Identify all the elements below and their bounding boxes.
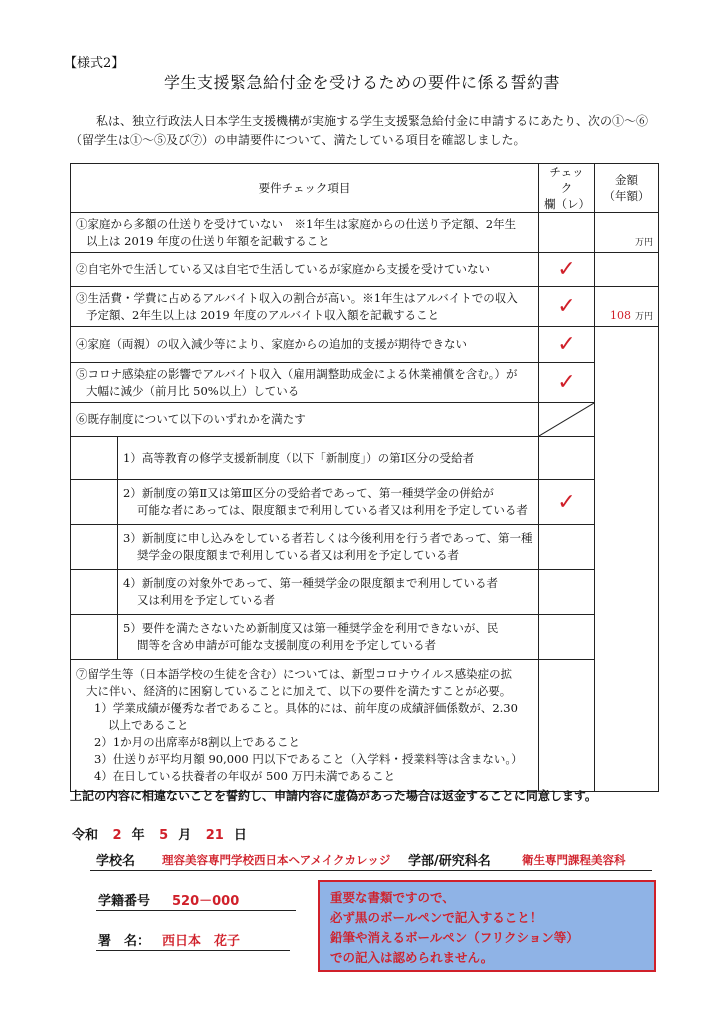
school-field <box>90 848 652 871</box>
requirement-7-req-3: 3）仕送りが平均月額 90,000 円以下であること（入学料・授業料等は含まない。） <box>94 752 523 766</box>
date-line <box>72 824 247 843</box>
check-cell-7[interactable] <box>539 660 595 792</box>
notice-line-2: 必ず黒のボールペンで記入すること！ <box>330 910 543 925</box>
sub-requirement-1-text: 1）高等教育の修学支援新制度（以下「新制度」）の第Ⅰ区分の受給者 <box>117 437 538 479</box>
sub-requirement-4-line-1: 4）新制度の対象外であって、第一種奨学金の限度額まで利用している者 <box>123 576 498 590</box>
check-cell-6-1[interactable] <box>539 437 595 480</box>
requirement-1-line-1: ①家庭から多額の仕送りを受けていない ※1年生は家庭からの仕送り予定額、2年生 <box>76 216 517 231</box>
requirement-7-req-1: 1）学業成績が優秀な者であること。具体的には、前年度の成績評価係数が、2.30 <box>94 701 518 715</box>
department-value[interactable]: 衛生専門課程美容科 <box>522 853 626 867</box>
form-label: 【様式2】 <box>64 56 125 71</box>
sub-requirement-2-line-2: 可能な者にあっては、限度額まで利用している者又は利用を予定している者 <box>137 503 528 517</box>
amount-cell-2 <box>595 253 659 287</box>
requirement-3 <box>71 287 539 327</box>
requirement-5-line-2: 大幅に減少（前月比 50%以上）している <box>86 383 300 398</box>
notice-box <box>318 880 656 972</box>
signature-field <box>96 928 290 951</box>
sub-requirement-4-line-2: 又は利用を予定している者 <box>137 593 275 607</box>
date-month-unit: 月 <box>178 828 192 843</box>
header-amount <box>595 164 659 213</box>
notice-line-3: 鉛筆や消えるボールペン（フリクション等） <box>330 930 579 945</box>
table-row <box>71 615 659 660</box>
sub-requirement-3-line-1: 3）新制度に申し込みをしている者若しくは今後利用を行う者であって、第一種 <box>123 531 533 545</box>
check-mark-6-2[interactable]: ✓ <box>539 480 595 525</box>
intro-line-2: （留学生は①～⑤及び⑦）の申請要件について、満たしている項目を確認しました。 <box>70 133 526 147</box>
sub-requirement-3-line-2: 奨学金の限度額まで利用している者又は利用を予定している者 <box>137 548 459 562</box>
student-id-field <box>96 888 296 911</box>
student-id-label: 学籍番号 <box>98 894 151 909</box>
sub-requirement-2-line-1: 2）新制度の第Ⅱ又は第Ⅲ区分の受給者であって、第一種奨学金の併給が <box>123 486 494 500</box>
requirement-6: ⑥既存制度について以下のいずれかを満たす <box>71 403 539 437</box>
table-row <box>71 403 659 437</box>
signature-label: 署 名： <box>98 934 151 949</box>
check-mark-5[interactable]: ✓ <box>539 363 595 403</box>
amount-unit-3: 万円 <box>634 312 653 322</box>
header-amount-line-1: 金額 <box>615 173 638 187</box>
amount-unit-1: 万円 <box>634 238 653 248</box>
notice-line-1: 重要な書類ですので、 <box>330 890 455 905</box>
page-title: 学生支援緊急給付金を受けるための要件に係る誓約書 <box>163 73 560 92</box>
table-row <box>71 327 659 363</box>
check-cell-1[interactable] <box>539 213 595 253</box>
requirement-7-req-4: 4）在日している扶養者の年収が 500 万円未満であること <box>94 769 396 783</box>
requirement-7-req-1-cont: 以上であること <box>108 718 189 732</box>
intro-text <box>70 112 670 150</box>
check-cell-6-5[interactable] <box>539 615 595 660</box>
diagonal-slash-icon <box>539 403 594 436</box>
requirement-7-line-1: ⑦留学生等（日本語学校の生徒を含む）については、新型コロナウイルス感染症の拡 <box>76 667 513 681</box>
sub-requirement-2 <box>71 480 539 525</box>
check-mark-2[interactable]: ✓ <box>539 253 595 287</box>
table-row <box>71 660 659 792</box>
amount-column-blank <box>595 327 659 792</box>
header-check-line-2: 欄（レ） <box>544 197 590 211</box>
table-row <box>71 437 659 480</box>
requirement-7-req-2: 2）1か月の出席率が8割以上であること <box>94 735 300 749</box>
table-row <box>71 570 659 615</box>
requirement-1 <box>71 213 539 253</box>
requirement-7 <box>71 660 539 792</box>
sub-requirement-5 <box>71 615 539 660</box>
department-label: 学部/研究科名 <box>408 854 491 869</box>
header-check <box>539 164 595 213</box>
date-year-unit: 年 <box>131 828 145 843</box>
check-cell-6-crossed <box>539 403 595 437</box>
header-item: 要件チェック項目 <box>71 164 539 213</box>
date-era: 令和 <box>72 828 99 843</box>
sub-requirement-3 <box>71 525 539 570</box>
table-row <box>71 287 659 327</box>
requirement-4: ④家庭（両親）の収入減少等により、家庭からの追加的支援が期待できない <box>71 327 539 363</box>
notice-line-4: での記入は認められません。 <box>330 950 494 965</box>
requirement-3-line-1: ③生活費・学費に占めるアルバイト収入の割合が高い。※1年生はアルバイトでの収入 <box>76 290 518 305</box>
date-day-unit: 日 <box>233 828 247 843</box>
date-year[interactable]: 2 <box>112 828 122 843</box>
amount-cell-3[interactable] <box>595 287 659 327</box>
requirement-1-line-2: 以上は 2019 年度の仕送り年額を記載すること <box>86 233 330 248</box>
amount-cell-1[interactable] <box>595 213 659 253</box>
check-cell-6-3[interactable] <box>539 525 595 570</box>
table-header-row <box>71 164 659 213</box>
requirement-5 <box>71 363 539 403</box>
school-value[interactable]: 理容美容専門学校西日本ヘアメイクカレッジ <box>162 853 391 867</box>
header-check-line-1: チェック <box>549 165 584 195</box>
check-cell-6-4[interactable] <box>539 570 595 615</box>
student-id-value[interactable]: 520－000 <box>172 894 240 909</box>
requirements-table <box>70 163 659 792</box>
check-mark-3[interactable]: ✓ <box>539 287 595 327</box>
requirement-3-line-2: 予定額、2年生以上は 2019 年度のアルバイト収入額を記載すること <box>86 307 440 322</box>
sub-requirement-1 <box>71 437 539 480</box>
pledge-statement: 上記の内容に相違ないことを誓約し、申請内容に虚偽があった場合は返金することに同意します。 <box>70 789 597 803</box>
table-row <box>71 525 659 570</box>
table-row <box>71 213 659 253</box>
requirement-7-line-2: 大に伴い、経済的に困窮していることに加えて、以下の要件を満たすことが必要。 <box>86 684 512 698</box>
sub-requirement-4 <box>71 570 539 615</box>
amount-value-3: 108 <box>609 309 631 322</box>
sub-requirement-5-line-2: 間等を含め申請が可能な支援制度の利用を予定している者 <box>137 638 436 652</box>
date-month[interactable]: 5 <box>159 828 169 843</box>
check-mark-4[interactable]: ✓ <box>539 327 595 363</box>
requirement-2: ②自宅外で生活している又は自宅で生活しているが家庭から支援を受けていない <box>71 253 539 287</box>
header-amount-line-2: （年額） <box>603 189 650 203</box>
intro-line-1: 私は、独立行政法人日本学生支援機構が実施する学生支援緊急給付金に申請するにあたり、次の①～⑥ <box>96 114 649 128</box>
signature-value[interactable]: 西日本 花子 <box>162 934 241 949</box>
table-row <box>71 480 659 525</box>
requirement-5-line-1: ⑤コロナ感染症の影響でアルバイト収入（雇用調整助成金による休業補償を含む。）が <box>76 366 518 381</box>
sub-requirement-5-line-1: 5）要件を満たさないため新制度又は第一種奨学金を利用できないが、民 <box>123 621 499 635</box>
table-row <box>71 253 659 287</box>
table-row <box>71 363 659 403</box>
date-day[interactable]: 21 <box>205 828 224 843</box>
school-label: 学校名 <box>96 854 136 869</box>
